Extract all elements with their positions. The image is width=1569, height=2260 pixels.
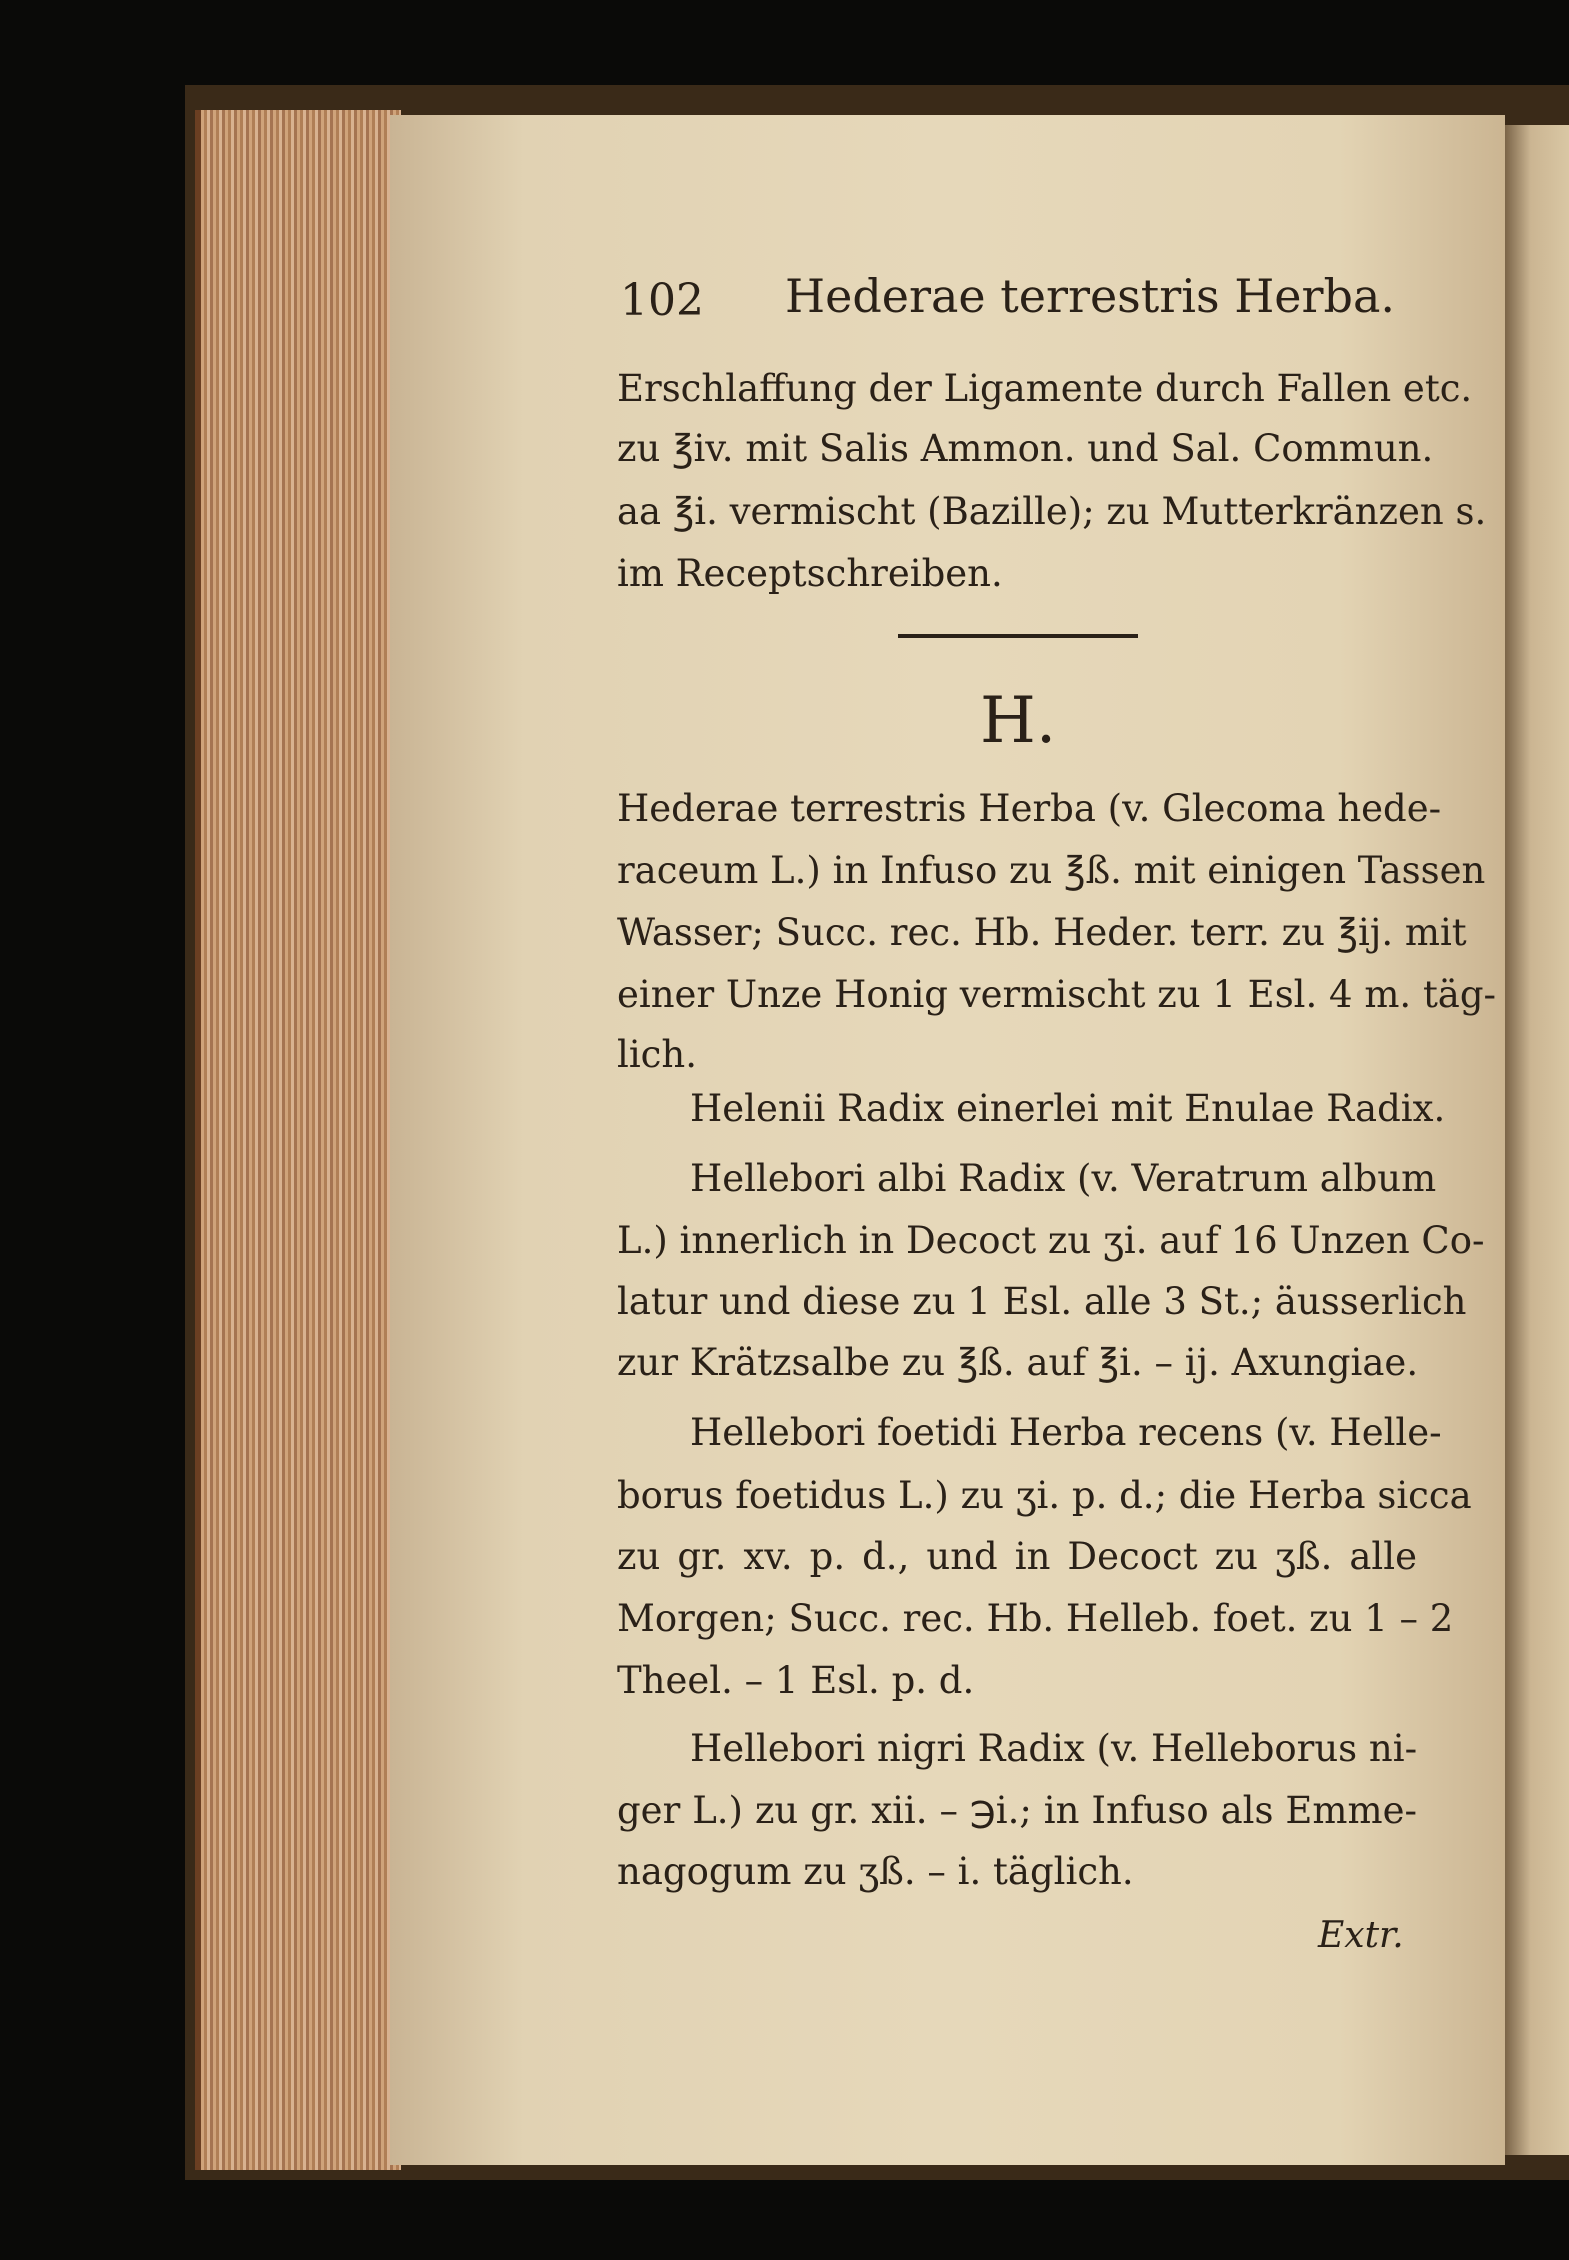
text-line: L.) innerlich in Decoct zu ʒi. auf 16 Unzen Co- [617, 1219, 1485, 1262]
text-line: Morgen; Succ. rec. Hb. Helleb. foet. zu 1 – 2 [617, 1597, 1454, 1640]
text-line: latur und diese zu 1 Esl. alle 3 St.; äusserlich [617, 1280, 1467, 1323]
page-edges [195, 110, 401, 2170]
text-line: ger L.) zu gr. xii. – ℈i.; in Infuso als Emme- [617, 1789, 1417, 1832]
text-line: zu gr. xv. p. d., und in Decoct zu ʒß. alle [617, 1535, 1417, 1578]
running-title: Hederae terrestris Herba. [785, 269, 1396, 323]
text-line: lich. [617, 1033, 697, 1076]
entry-hellebori-albi: Hellebori albi Radix (v. Veratrum album [690, 1157, 1437, 1200]
text-line: raceum L.) in Infuso zu ℥ß. mit einigen Tassen [617, 849, 1486, 892]
catchword: Extr. [1318, 1915, 1404, 1956]
text-line: zur Krätzsalbe zu ℥ß. auf ℥i. – ij. Axungiae. [617, 1341, 1419, 1384]
entry-helenii: Helenii Radix einerlei mit Enulae Radix. [690, 1087, 1446, 1130]
text-line: zu ℥iv. mit Salis Ammon. und Sal. Commun. [617, 427, 1434, 470]
text-line: im Receptschreiben. [617, 552, 1003, 595]
entry-hellebori-nigri: Hellebori nigri Radix (v. Helleborus ni- [690, 1727, 1418, 1770]
text-line: nagogum zu ʒß. – i. täglich. [617, 1850, 1134, 1893]
text-line: Wasser; Succ. rec. Hb. Heder. terr. zu ℥ij. mit [617, 911, 1467, 954]
facing-page-edge [1505, 125, 1569, 2155]
section-letter: H. [980, 684, 1057, 758]
entry-hellebori-foetidi: Hellebori foetidi Herba recens (v. Helle- [690, 1411, 1442, 1454]
text-line: aa ℥i. vermischt (Bazille); zu Mutterkränzen s. [617, 490, 1487, 533]
text-line: einer Unze Honig vermischt zu 1 Esl. 4 m. täg- [617, 973, 1497, 1016]
text-line: Theel. – 1 Esl. p. d. [617, 1659, 975, 1702]
text-line: Erschlaffung der Ligamente durch Fallen etc. [617, 367, 1473, 410]
page-number: 102 [620, 275, 704, 326]
entry-hederae-line: Hederae terrestris Herba (v. Glecoma hede- [617, 787, 1442, 830]
text-line: borus foetidus L.) zu ʒi. p. d.; die Herba sicca [617, 1474, 1472, 1517]
section-divider [898, 634, 1138, 638]
